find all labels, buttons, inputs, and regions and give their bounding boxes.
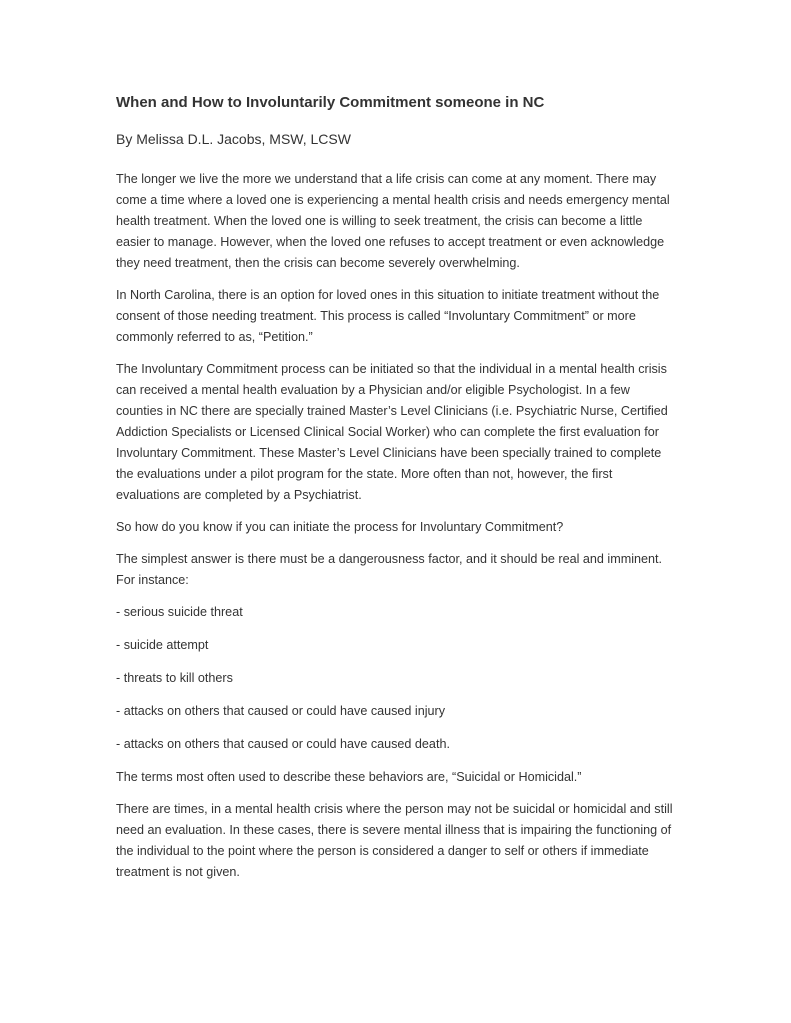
article-byline: By Melissa D.L. Jacobs, MSW, LCSW [116,131,351,147]
article-title: When and How to Involuntarily Commitment someone in NC [116,94,545,111]
paragraph-severe-illness: There are times, in a mental health crisis where the person may not be suicidal or homicidal and still need an evaluation. In these cases, there is severe mental illness that is impairing the functioning of the individual to the point where the person is considered a danger to self or others if immediate treatment is not given. [116,802,673,879]
article-body [116,169,676,883]
paragraph-simplest-answer: The simplest answer is there must be a dangerousness factor, and it should be real and imminent. For instance: [116,552,663,587]
list-item: - threats to kill others [116,671,233,685]
paragraph-nc-option: In North Carolina, there is an option for loved ones in this situation to initiate treatment without the consent of those needing treatment. This process is called “Involuntary Commitment” or more commonly referred to as, “Petition.” [116,288,660,344]
document-page [116,93,676,894]
list-item: - attacks on others that caused or could have caused death. [116,737,450,751]
paragraph-intro: The longer we live the more we understand that a life crisis can come at any moment. There may come a time where a loved one is experiencing a mental health crisis and needs emergency mental health treatment. When the loved one is willing to seek treatment, the crisis can become a little easier to manage. However, when the loved one refuses to accept treatment or even acknowledge they need treatment, then the crisis can become severely overwhelming. [116,172,670,270]
paragraph-question: So how do you know if you can initiate the process for Involuntary Commitment? [116,520,564,534]
dangerousness-list [116,602,676,755]
list-item: - attacks on others that caused or could have caused injury [116,704,446,718]
list-item: - serious suicide threat [116,605,243,619]
paragraph-process: The Involuntary Commitment process can be initiated so that the individual in a mental health crisis can received a mental health evaluation by a Physician and/or eligible Psychologist. In a few counties in NC there are specially trained Master’s Level Clinicians (i.e. Psychiatric Nurse, Certified Addiction Specialists or Licensed Clinical Social Worker) who can complete the first evaluation for Involuntary Commitment. These Master’s Level Clinicians have been specially trained to complete the evaluations under a pilot program for the state. More often than not, however, the first evaluations are completed by a Psychiatrist. [116,362,668,502]
list-item: - suicide attempt [116,638,209,652]
paragraph-terms: The terms most often used to describe these behaviors are, “Suicidal or Homicidal.” [116,770,582,784]
